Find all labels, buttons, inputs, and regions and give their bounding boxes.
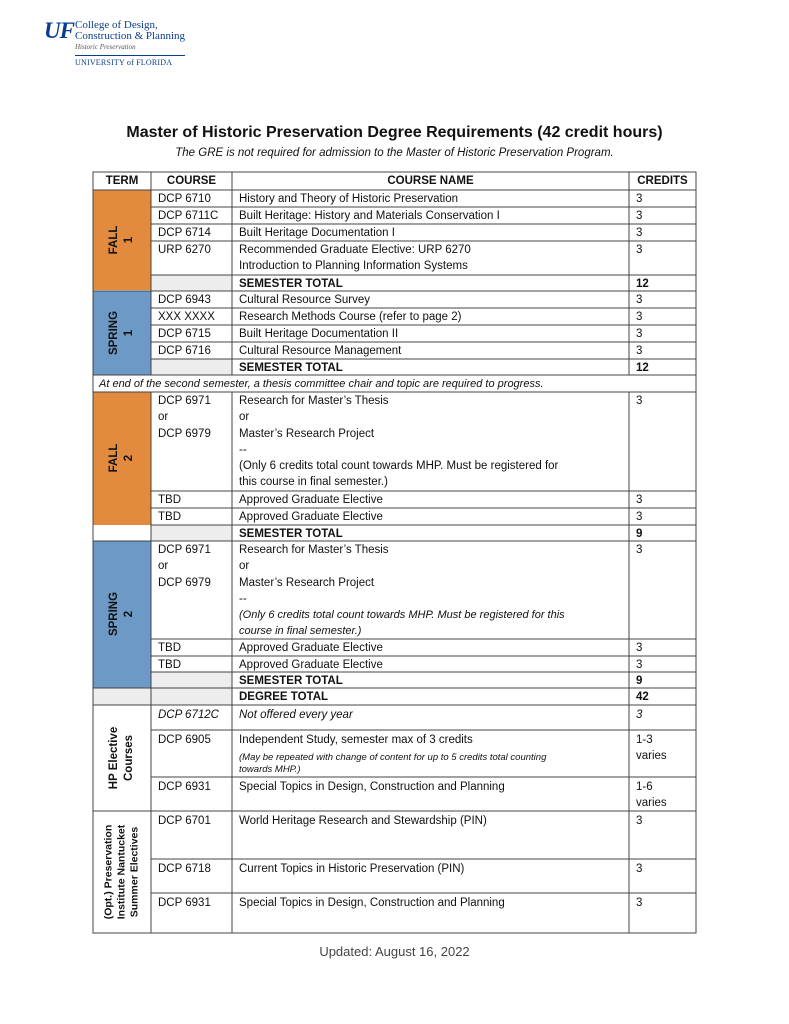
course-name: Master’s Research Project: [239, 428, 375, 440]
course-total-shade-f1: [151, 275, 232, 291]
course-credits: 3: [636, 244, 643, 256]
updated-date: Updated: August 16, 2022: [319, 944, 470, 959]
course-code: DCP 6715: [158, 328, 211, 340]
semester-total-label: SEMESTER TOTAL: [239, 528, 343, 540]
semester-total-value: 9: [636, 675, 643, 687]
semester-total-label: SEMESTER TOTAL: [239, 278, 343, 290]
course-name: Research Methods Course (refer to page 2): [239, 311, 462, 323]
course-credits-varies: varies: [636, 797, 667, 809]
course-name: Approved Graduate Elective: [239, 511, 383, 523]
logo-line-1: College of Design,: [75, 19, 158, 31]
course-name: Master’s Research Project: [239, 577, 375, 589]
course-credits: 1-6: [636, 781, 653, 793]
course-credits: 3: [636, 709, 643, 721]
course-code: DCP 6712C: [158, 709, 219, 721]
course-credits: 3: [636, 863, 643, 875]
course-code: DCP 6711C: [158, 210, 219, 222]
degree-total-shade: [93, 688, 232, 705]
course-credits: 3: [636, 395, 643, 407]
term-label-pin-electives: (Opt.) Preservation Institute Nantucket Summer Electives: [102, 824, 141, 920]
course-credits: 3: [636, 897, 643, 909]
degree-total-value: 42: [636, 691, 649, 703]
course-name-continued: Introduction to Planning Information Systems: [239, 260, 468, 272]
course-name: Research for Master’s Thesis: [239, 544, 389, 556]
course-name: Current Topics in Historic Preservation (PIN): [239, 863, 465, 875]
logo-line-2: Construction & Planning: [75, 30, 185, 42]
semester-total-label: SEMESTER TOTAL: [239, 362, 343, 374]
course-name-separator: --: [239, 593, 247, 605]
course-total-shade-f2: [151, 525, 232, 541]
term-label-fall-2: FALL 2: [108, 443, 135, 473]
term-label-spring-1: SPRING 1: [108, 310, 135, 356]
course-name: Recommended Graduate Elective: URP 6270: [239, 244, 471, 256]
course-credits: 1-3: [636, 734, 653, 746]
course-name: Independent Study, semester max of 3 credits: [239, 734, 473, 746]
course-code: TBD: [158, 659, 181, 671]
course-credits: 3: [636, 294, 643, 306]
course-name: Special Topics in Design, Construction and Planning: [239, 897, 505, 909]
course-code: DCP 6943: [158, 294, 211, 306]
course-code: DCP 6971: [158, 395, 211, 407]
course-total-shade-s1: [151, 359, 232, 375]
course-credits: 3: [636, 659, 643, 671]
course-code: XXX XXXX: [158, 311, 215, 323]
degree-total-label: DEGREE TOTAL: [239, 691, 329, 703]
semester-total-label: SEMESTER TOTAL: [239, 675, 343, 687]
course-name: Research for Master’s Thesis: [239, 395, 389, 407]
course-name: Built Heritage Documentation I: [239, 227, 395, 239]
course-name: Approved Graduate Elective: [239, 642, 383, 654]
course-name-note: this course in final semester.): [239, 476, 388, 488]
course-code: DCP 6905: [158, 734, 211, 746]
course-name-or: or: [239, 411, 250, 423]
course-code: DCP 6979: [158, 577, 211, 589]
course-credits: 3: [636, 815, 643, 827]
course-code: DCP 6931: [158, 781, 211, 793]
uf-logo-mark: UF: [44, 18, 74, 43]
course-name: Cultural Resource Survey: [239, 294, 371, 306]
term-label-fall-1: FALL 1: [108, 225, 135, 255]
header-term: TERM: [105, 175, 139, 187]
course-code: DCP 6716: [158, 345, 211, 357]
course-name-note: (Only 6 credits total count towards MHP. Must be registered for this: [239, 609, 565, 621]
course-credits: 3: [636, 210, 643, 222]
course-credits: 3: [636, 494, 643, 506]
course-credits: 3: [636, 227, 643, 239]
semester-total-value: 12: [636, 278, 649, 290]
course-code: DCP 6971: [158, 544, 211, 556]
course-code-or: or: [158, 411, 169, 423]
header-credits: CREDITS: [637, 175, 688, 187]
term-label-spring-2: SPRING 2: [108, 591, 135, 637]
course-code: DCP 6710: [158, 193, 211, 205]
course-name: Not offered every year: [239, 709, 353, 721]
course-code: DCP 6931: [158, 897, 211, 909]
course-credits: 3: [636, 311, 643, 323]
semester-total-value: 9: [636, 528, 643, 540]
course-credits: 3: [636, 511, 643, 523]
course-name: Built Heritage: History and Materials Conservation I: [239, 210, 500, 222]
logo-line-4: UNIVERSITY of FLORIDA: [75, 55, 185, 68]
course-credits: 3: [636, 328, 643, 340]
course-note: towards MHP.): [239, 764, 301, 775]
course-total-shade-s2: [151, 672, 232, 688]
course-name-note: (Only 6 credits total count towards MHP. Must be registered for: [239, 460, 559, 472]
page-title: Master of Historic Preservation Degree Requirements (42 credit hours): [126, 124, 663, 141]
thesis-progress-note: At end of the second semester, a thesis committee chair and topic are required to progress.: [99, 378, 544, 390]
course-credits: 3: [636, 642, 643, 654]
course-credits: 3: [636, 193, 643, 205]
course-code: TBD: [158, 642, 181, 654]
course-code: DCP 6718: [158, 863, 211, 875]
header-course: COURSE: [166, 175, 217, 187]
course-credits: 3: [636, 544, 643, 556]
course-name-or: or: [239, 560, 250, 572]
course-name-separator: --: [239, 444, 247, 456]
course-code: TBD: [158, 511, 181, 523]
course-name: Special Topics in Design, Construction and Planning: [239, 781, 505, 793]
header-course-name: COURSE NAME: [387, 175, 474, 187]
course-code-or: or: [158, 560, 169, 572]
course-name: Cultural Resource Management: [239, 345, 402, 357]
term-label-hp-electives: HP Elective Courses: [108, 726, 135, 790]
semester-total-value: 12: [636, 362, 649, 374]
course-credits-varies: varies: [636, 750, 667, 762]
course-code: DCP 6979: [158, 428, 211, 440]
course-name: History and Theory of Historic Preservation: [239, 193, 459, 205]
course-code: DCP 6714: [158, 227, 211, 239]
course-name: Built Heritage Documentation II: [239, 328, 399, 340]
course-code: DCP 6701: [158, 815, 211, 827]
course-name: World Heritage Research and Stewardship (PIN): [239, 815, 487, 827]
course-code: TBD: [158, 494, 181, 506]
course-name: Approved Graduate Elective: [239, 494, 383, 506]
course-name-note: course in final semester.): [239, 625, 362, 637]
course-note: (May be repeated with change of content for up to 5 credits total counting: [239, 752, 547, 763]
course-credits: 3: [636, 345, 643, 357]
course-code: URP 6270: [158, 244, 211, 256]
course-name: Approved Graduate Elective: [239, 659, 383, 671]
logo-line-3: Historic Preservation: [75, 43, 136, 51]
page-subtitle: The GRE is not required for admission to the Master of Historic Preservation Program.: [175, 147, 614, 159]
